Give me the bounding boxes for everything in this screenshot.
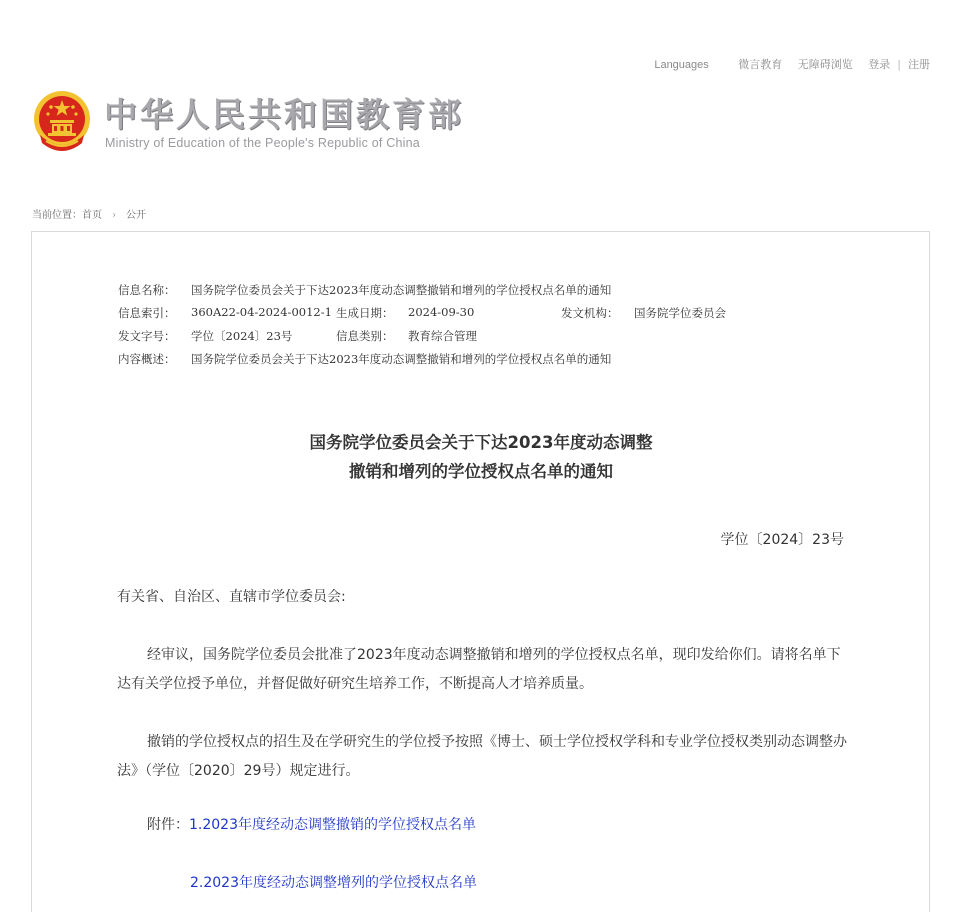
salutation: 有关省、自治区、直辖市学位委员会: [117,589,346,605]
article-title [0,428,960,486]
meta-label: 发文字号： [118,329,176,343]
meta-value: 教育综合管理 [408,329,477,343]
body-paragraph: 撤销的学位授权点的招生及在学研究生的学位授予按照《博士、硕士学位授权学科和专业学位授权类别动态调整办法》（学位〔2020〕29号）规定进行。 [117,734,847,779]
meta-label: 信息类别： [336,329,394,343]
document-number: 学位〔2024〕23号 [720,532,844,548]
attachment-item [190,872,477,892]
body-paragraph: 经审议，国务院学位委员会批准了2023年度动态调整撤销和增列的学位授权点名单，现印发给你们。请将名单下达有关学位授予单位，并督促做好研究生培养工作，不断提高人才培养质量。 [117,647,841,692]
breadcrumb [32,206,146,221]
meta-label: 内容概述： [118,352,176,366]
article-title-line: 撤销和增列的学位授权点名单的通知 [349,462,613,481]
login-link[interactable]: 登录 [868,58,891,71]
article-title-line: 国务院学位委员会关于下达2023年度动态调整 [309,433,653,452]
top-utility-bar [654,56,930,72]
meta-label: 信息名称： [118,283,176,297]
logo-chinese-name: 中华人民共和国教育部 [104,95,464,134]
attachment-link[interactable]: 1.2023年度经动态调整撤销的学位授权点名单 [189,817,476,833]
meta-value: 2024-09-30 [408,305,475,319]
meta-label: 生成日期： [336,306,394,320]
meta-value: 学位〔2024〕23号 [191,329,293,343]
breadcrumb-home[interactable]: 首页 [82,210,102,221]
register-link[interactable]: 注册 [908,58,930,71]
meta-label: 发文机构： [561,306,619,320]
logo-english-name: Ministry of Education of the People's Republic of China [105,136,420,150]
languages-link[interactable]: Languages [654,59,709,71]
meta-value: 国务院学位委员会 [634,306,726,320]
attachment-label: 附件： [147,817,189,833]
meta-value: 国务院学位委员会关于下达2023年度动态调整撤销和增列的学位授权点名单的通知 [191,352,612,366]
chevron-right-icon: › [112,210,116,221]
attachment-item [147,814,476,834]
divider: | [897,58,901,71]
accessibility-link[interactable]: 无障碍浏览 [797,58,853,71]
attachment-link[interactable]: 2.2023年度经动态调整增列的学位授权点名单 [190,875,477,891]
wechat-link[interactable]: 微言教育 [738,58,783,71]
meta-label: 信息索引： [118,306,176,320]
meta-value: 360A22-04-2024-0012-1 [191,305,332,319]
meta-value: 国务院学位委员会关于下达2023年度动态调整撤销和增列的学位授权点名单的通知 [191,283,612,297]
breadcrumb-prefix: 当前位置： [32,210,82,221]
national-emblem-icon [32,89,92,155]
breadcrumb-current[interactable]: 公开 [126,210,146,221]
